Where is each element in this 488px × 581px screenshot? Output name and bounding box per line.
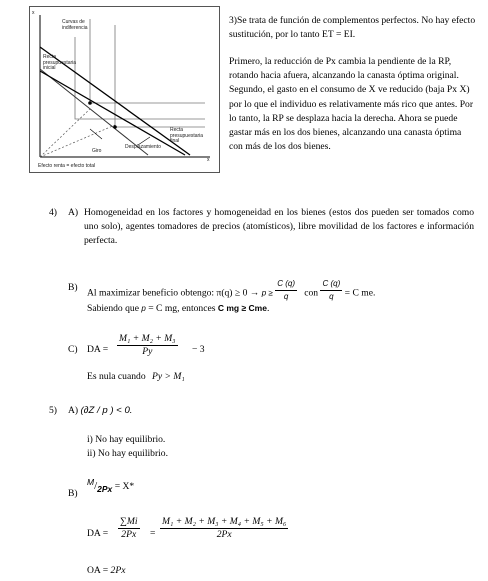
economics-figure xyxy=(29,6,220,173)
q5-b-den: 2Px xyxy=(97,484,113,494)
q5-i-text: i) No hay equilibrio. xyxy=(87,434,166,445)
q4-b-frac2-num: C (q) xyxy=(320,278,342,291)
q4-a-text: Homogeneidad en los factores y homogeneidad en los bienes (estos dos pueden ser tomados como uno solo), agentes tomadores de precios (atomísticos), libre movilidad de los factores e información perfecta. xyxy=(84,207,474,247)
q4-c-nula-line xyxy=(87,370,185,384)
q3-paragraph-1: 3)Se trata de función de complementos perfectos. No hay efecto sustitución, por lo tanto ET = EI. xyxy=(229,15,476,41)
q4-b-fraction xyxy=(275,278,297,303)
q4-c-label: C) xyxy=(68,344,78,355)
q4-c-nula: Es nula cuando xyxy=(87,371,146,382)
shift-label: Desplazamiento xyxy=(125,144,161,150)
q4-b-ineq: p ≥ xyxy=(261,288,273,298)
y-axis-label: x xyxy=(32,10,35,16)
q4-b-fraction-2 xyxy=(320,278,342,303)
q4-b-cmg: = C mg, entonces xyxy=(148,303,216,314)
initial-budget-line-label: Recta presupuestaria inicial xyxy=(43,54,77,72)
q5-da-den1: 2Px xyxy=(121,529,137,540)
q5-da-num1: ∑Mi xyxy=(120,516,138,527)
q4-c-den: Py xyxy=(142,346,153,357)
q4-a-label: A) xyxy=(68,207,79,218)
q4-c-cond: Py > M₁ xyxy=(152,371,185,382)
q4-b-frac-num: C (q) xyxy=(275,278,297,291)
q4-c-minus: − 3 xyxy=(192,344,205,355)
q5-da-eq: = xyxy=(150,528,156,539)
x-axis-label: x xyxy=(207,157,210,163)
indifference-curves-label: Curvas de indiferencia xyxy=(62,19,88,31)
q5-a-expr: (∂Z / p ) < 0. xyxy=(80,405,133,416)
q4-b-text1: Al maximizar beneficio obtengo: π(q) ≥ 0 → xyxy=(87,287,260,299)
q5-b-expr: M/2Px = X* xyxy=(87,477,135,494)
q4-b-period: . xyxy=(266,303,270,314)
q4-c-da: DA = xyxy=(87,344,109,355)
q3-paragraph-2: Primero, la reducción de Px cambia la pendiente de la RP, rotando hacia afuera, alcanzando la canasta óptima original. Segundo, el gasto en el consumo de X ve reducido (baja Px X) por lo que el individuo es relativamente más rico que antes. Por lo tanto, la RP se desplaza hacia la derecha. Ahora se puede gastar más en los dos bienes, alcanzando una canasta óptima con más de los dos bienes. xyxy=(229,56,474,153)
q4-b-con: con xyxy=(304,287,319,299)
q5-da-num2: M₁ + M₂ + M₃ + M₄ + M₅ + M₆ xyxy=(162,516,287,527)
q5-number: 5) xyxy=(49,405,57,416)
q5-da-fraction-2 xyxy=(160,516,288,541)
q5-a-label: A) xyxy=(68,405,79,416)
q5-da-fraction-1 xyxy=(118,516,140,541)
q4-b-label: B) xyxy=(68,282,78,293)
q4-b-p: p xyxy=(141,304,146,313)
q5-a-line xyxy=(68,404,132,418)
final-budget-line-label: Recta presupuestaria final xyxy=(170,127,204,145)
q4-b-text2: Sabiendo que xyxy=(87,303,139,314)
q4-b-line2 xyxy=(87,301,269,316)
q4-b-frac2-den: q xyxy=(329,292,334,301)
q5-oa-val: 2Px xyxy=(110,565,126,576)
q4-b-frac-den: q xyxy=(283,292,289,301)
q5-da-den2: 2Px xyxy=(216,529,232,540)
q4-b-eq-cme: = C me. xyxy=(344,287,376,299)
q4-c-fraction xyxy=(117,333,178,358)
q5-b-label: B) xyxy=(68,488,78,499)
q5-oa-line xyxy=(87,564,125,578)
q5-oa-label: OA = xyxy=(87,565,109,576)
q4-number: 4) xyxy=(49,207,57,218)
q5-b-num: M xyxy=(87,477,95,487)
q5-da-label: DA = xyxy=(87,528,109,539)
q4-b-result: C mg ≥ Cme xyxy=(217,303,267,313)
q4-c-num: M₁ + M₂ + M₃ xyxy=(119,333,176,344)
rotation-label: Giro xyxy=(92,148,102,154)
q5-b-eq: = X* xyxy=(114,481,135,492)
q5-ii-text: ii) No hay equilibrio. xyxy=(87,448,168,459)
effects-label: Efecto renta = efecto total xyxy=(38,163,96,169)
